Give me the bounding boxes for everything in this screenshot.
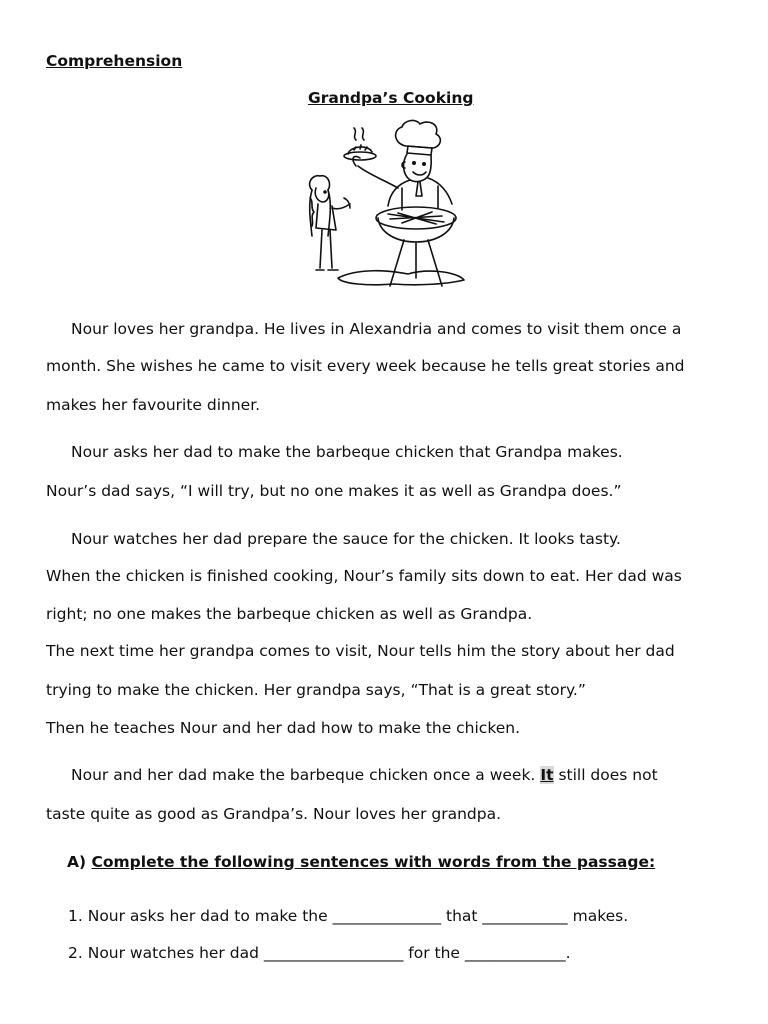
passage-line: trying to make the chicken. Her grandpa says, “That is a great story.” xyxy=(46,681,586,699)
exercise-item xyxy=(68,944,571,962)
item-text: Nour asks her dad to make the ______________ that ___________ makes. xyxy=(87,907,629,925)
grandpa-barbeque-illustration xyxy=(298,118,468,303)
passage-line xyxy=(71,766,658,784)
passage-line: Nour watches her dad prepare the sauce for the chicken. It looks tasty. xyxy=(71,530,621,548)
item-number: 1. xyxy=(68,907,83,925)
exercise-heading xyxy=(67,853,655,871)
exercise-item xyxy=(68,907,628,925)
passage-line: month. She wishes he came to visit every week because he tells great stories and xyxy=(46,357,685,375)
passage-text: still does not xyxy=(558,766,658,784)
highlighted-pronoun: It xyxy=(540,766,554,784)
passage-line: Then he teaches Nour and her dad how to make the chicken. xyxy=(46,719,521,737)
passage-line: When the chicken is finished cooking, Nour’s family sits down to eat. Her dad was xyxy=(46,567,682,585)
passage-line: right; no one makes the barbeque chicken as well as Grandpa. xyxy=(46,605,533,623)
passage-line: makes her favourite dinner. xyxy=(46,396,261,414)
item-text: Nour watches her dad __________________ for the _____________. xyxy=(87,944,571,962)
story-title: Grandpa’s Cooking xyxy=(308,89,474,107)
exercise-letter: A) xyxy=(67,853,87,871)
passage-line: Nour’s dad says, “I will try, but no one makes it as well as Grandpa does.” xyxy=(46,482,622,500)
exercise-instruction: Complete the following sentences with words from the passage: xyxy=(91,853,656,871)
passage-text: Nour and her dad make the barbeque chicken once a week. xyxy=(71,766,536,784)
passage-line: Nour asks her dad to make the barbeque chicken that Grandpa makes. xyxy=(71,443,623,461)
item-number: 2. xyxy=(68,944,83,962)
passage-line: taste quite as good as Grandpa’s. Nour loves her grandpa. xyxy=(46,805,502,823)
section-title: Comprehension xyxy=(46,52,183,70)
passage-line: Nour loves her grandpa. He lives in Alexandria and comes to visit them once a xyxy=(71,320,682,338)
passage-line: The next time her grandpa comes to visit, Nour tells him the story about her dad xyxy=(46,642,675,660)
